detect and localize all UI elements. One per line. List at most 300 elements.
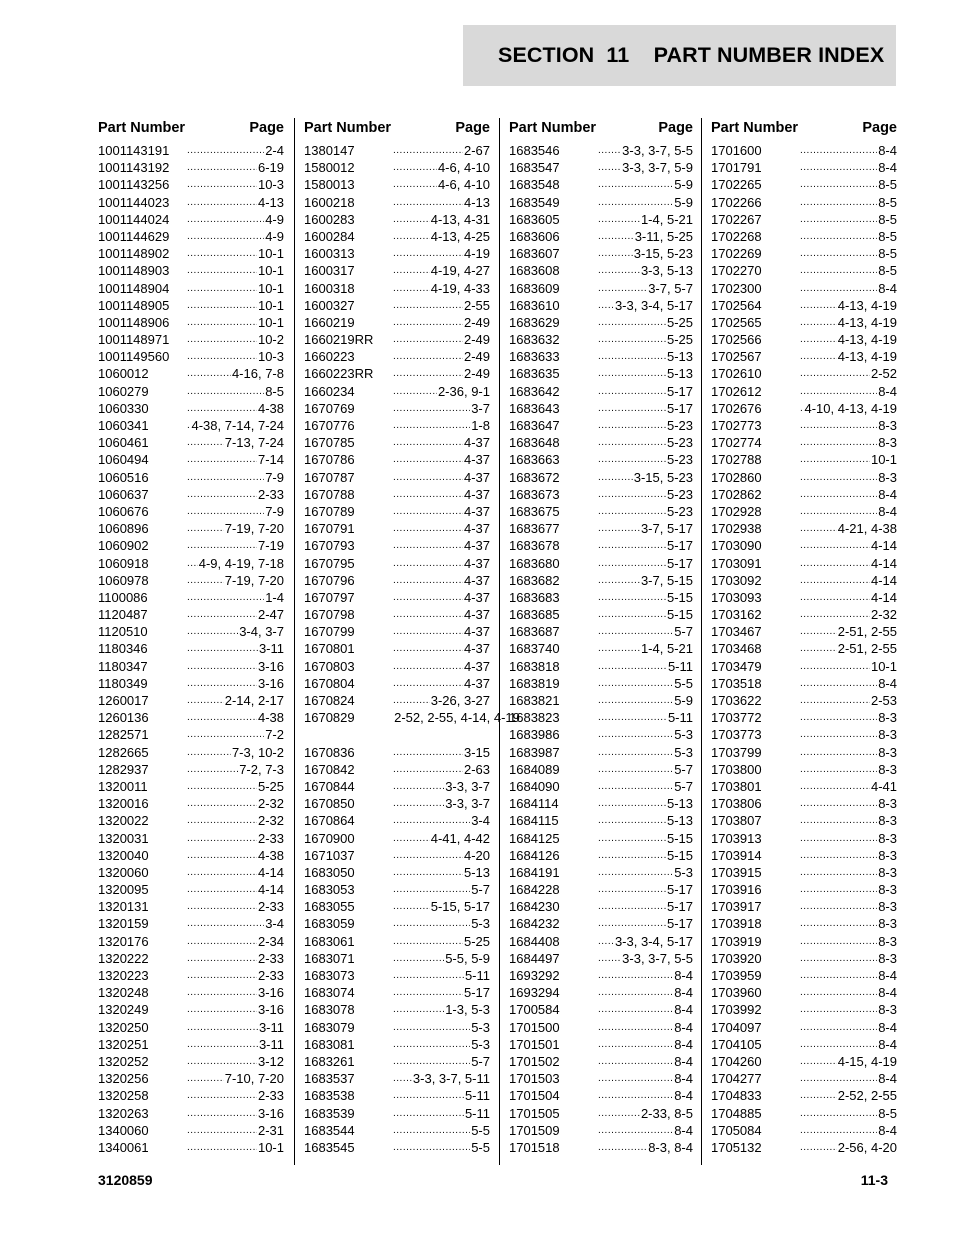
dot-leader	[393, 692, 430, 709]
page-reference: 5-15, 5-17	[430, 899, 490, 915]
dot-leader	[187, 365, 231, 382]
index-entry	[304, 864, 490, 881]
part-number: 1702269	[711, 246, 762, 262]
dot-leader	[187, 1070, 224, 1087]
page-reference: 4-13, 4-19	[837, 297, 897, 313]
page-reference: 7-19	[257, 538, 284, 554]
page-reference: 4-19, 4-33	[430, 280, 490, 296]
index-entry	[711, 692, 897, 709]
index-entry	[711, 830, 897, 847]
page-reference: 3-3, 3-7, 5-5	[622, 950, 693, 966]
page-reference: 2-32	[257, 796, 284, 812]
index-entry	[509, 950, 693, 967]
dot-leader	[393, 1019, 470, 1036]
dot-leader	[393, 915, 470, 932]
part-number: 1703919	[711, 933, 762, 949]
index-entry	[304, 1122, 490, 1139]
dot-leader	[187, 881, 257, 898]
page-reference: 8-5	[878, 246, 897, 262]
part-number: 1702610	[711, 366, 762, 382]
index-entry	[98, 245, 284, 262]
page-reference: 8-4	[674, 1036, 693, 1052]
part-number: 1670804	[304, 675, 355, 691]
page-reference: 2-53	[870, 693, 897, 708]
part-number: 1001148905	[98, 297, 170, 313]
dot-leader	[598, 194, 673, 211]
page-reference: 4-20	[463, 847, 490, 863]
page-reference: 5-17	[666, 899, 693, 915]
column-header	[304, 120, 490, 140]
dot-leader	[187, 469, 264, 486]
index-entry	[711, 451, 897, 468]
part-number: 1180346	[98, 641, 148, 657]
part-number: 1683606	[509, 228, 560, 244]
index-entry	[509, 881, 693, 898]
part-number: 1320222	[98, 950, 149, 966]
index-entry	[711, 228, 897, 245]
part-number: 1683609	[509, 280, 560, 296]
dot-leader	[187, 830, 257, 847]
dot-leader	[393, 348, 463, 365]
dot-leader	[598, 486, 666, 503]
page-reference: 2-33	[257, 950, 284, 966]
index-entry	[98, 417, 284, 434]
index-entry	[98, 383, 284, 400]
part-number: 1701791	[711, 160, 762, 176]
index-entry	[98, 898, 284, 915]
part-number: 1684114	[509, 796, 559, 812]
part-number: 1260136	[98, 710, 149, 726]
part-number: 1670789	[304, 503, 355, 519]
part-number: 1660234	[304, 383, 355, 399]
index-entry	[509, 761, 693, 778]
part-number: 1670797	[304, 589, 355, 605]
page-reference: 2-47	[257, 607, 284, 623]
dot-leader	[393, 400, 470, 417]
page-reference: 8-4	[878, 985, 897, 1001]
page-reference: 8-4	[878, 1019, 897, 1035]
page-reference: 3-4, 3-7	[239, 624, 284, 640]
part-number: 1684408	[509, 933, 560, 949]
page-reference: 4-14	[257, 882, 284, 898]
dot-leader	[187, 726, 264, 743]
page-reference: 3-16	[257, 985, 284, 1001]
dot-leader	[187, 503, 264, 520]
part-number: 1702774	[711, 435, 762, 451]
page-reference: 7-13, 7-24	[224, 435, 284, 451]
index-entry	[98, 142, 284, 159]
page-reference: 10-1	[257, 297, 284, 313]
part-number: 1600318	[304, 280, 355, 296]
index-entry	[711, 606, 897, 623]
dot-leader	[393, 1139, 470, 1156]
part-number: 1001148971	[98, 332, 170, 348]
page-reference: 2-49	[463, 349, 490, 365]
index-entry	[711, 726, 897, 743]
dot-leader	[598, 1019, 673, 1036]
page-reference: 2-36, 9-1	[437, 383, 490, 399]
part-number: 1683823	[509, 710, 560, 726]
page-reference: 8-4	[674, 1088, 693, 1104]
dot-leader	[598, 778, 673, 795]
dot-leader	[187, 675, 257, 692]
part-number: 1580013	[304, 177, 355, 193]
index-entry	[509, 692, 693, 709]
part-number: 1702860	[711, 469, 762, 485]
page-reference: 7-2	[265, 727, 284, 743]
page-reference: 3-15	[463, 744, 490, 760]
index-entry	[509, 262, 693, 279]
part-number: 1683607	[509, 246, 560, 262]
page-reference: 5-11	[464, 968, 490, 984]
index-entry	[304, 451, 490, 468]
index-entry	[509, 280, 693, 297]
dot-leader	[598, 830, 666, 847]
section-title: SECTION 11 PART NUMBER INDEX	[498, 43, 885, 67]
dot-leader	[598, 228, 634, 245]
dot-leader	[187, 486, 257, 503]
index-entry	[509, 1001, 693, 1018]
dot-leader	[800, 1019, 877, 1036]
dot-leader	[187, 262, 257, 279]
page-reference: 10-1	[257, 314, 284, 330]
dot-leader	[393, 417, 470, 434]
part-number: 1660223	[304, 349, 355, 365]
page-reference: 1-3, 5-3	[445, 1002, 490, 1018]
dot-leader	[800, 1122, 877, 1139]
index-entry	[509, 572, 693, 589]
index-entry	[711, 331, 897, 348]
dot-leader	[598, 469, 633, 486]
part-number: 1001148902	[98, 246, 170, 262]
page-reference: 8-3	[878, 847, 897, 863]
index-entry	[509, 486, 693, 503]
part-number: 1060341	[98, 418, 149, 433]
dot-leader	[187, 1036, 258, 1053]
dot-leader	[393, 555, 463, 572]
part-number: 1683549	[509, 194, 560, 210]
index-entry	[509, 812, 693, 829]
page-reference: 2-4	[265, 143, 284, 158]
part-number: 1320249	[98, 1002, 149, 1018]
page-reference: 5-3	[471, 1019, 490, 1035]
dot-leader	[598, 1122, 673, 1139]
dot-leader	[800, 658, 870, 675]
page-reference: 6-19	[257, 160, 284, 176]
page-reference: 4-37	[463, 675, 490, 691]
index-entry	[711, 1036, 897, 1053]
dot-leader	[393, 228, 430, 245]
page-reference: 4-41	[870, 778, 897, 794]
index-entry	[98, 297, 284, 314]
page-reference: 10-1	[257, 246, 284, 262]
part-number: 1704097	[711, 1019, 762, 1035]
dot-leader	[187, 589, 264, 606]
dot-leader	[800, 623, 837, 640]
page-reference: 2-56, 4-20	[837, 1139, 897, 1155]
part-number-heading: Part Number	[711, 120, 799, 136]
dot-leader	[598, 915, 666, 932]
index-entry	[509, 400, 693, 417]
index-entry	[304, 245, 490, 262]
index-entry	[304, 984, 490, 1001]
index-entry	[304, 795, 490, 812]
page-reference: 8-4	[674, 985, 693, 1001]
dot-leader	[187, 348, 257, 365]
part-number: 1060902	[98, 538, 149, 554]
page-reference: 1-8	[471, 418, 490, 433]
column-header	[98, 120, 284, 140]
part-number: 1683547	[509, 160, 560, 176]
page-reference: 1-4	[265, 589, 284, 605]
part-number: 1704277	[711, 1071, 762, 1087]
index-entry	[711, 1139, 897, 1156]
index-entry	[98, 812, 284, 829]
page-reference: 8-4	[878, 143, 897, 158]
dot-leader	[800, 503, 877, 520]
part-number: 1670803	[304, 658, 355, 674]
page-reference: 2-33, 8-5	[640, 1105, 693, 1121]
page-reference: 4-37	[463, 572, 490, 588]
page-reference: 3-16	[257, 675, 284, 691]
part-number: 1260017	[98, 693, 149, 708]
page-reference: 4-13, 4-25	[430, 228, 490, 244]
dot-leader	[800, 726, 877, 743]
page-reference: 5-9	[674, 177, 693, 193]
index-entry	[98, 1036, 284, 1053]
index-entry	[98, 1087, 284, 1104]
index-entry	[711, 365, 897, 382]
part-number: 1683677	[509, 521, 560, 537]
dot-leader	[187, 1019, 258, 1036]
index-entry	[304, 1019, 490, 1036]
dot-leader	[187, 1105, 257, 1122]
dot-leader	[800, 280, 877, 297]
page-reference: 7-2, 7-3	[239, 761, 284, 777]
index-entry	[304, 675, 490, 692]
page-reference: 5-13	[666, 349, 693, 365]
page-reference: 8-4	[878, 160, 897, 176]
part-number: 1670785	[304, 435, 355, 451]
index-entry	[98, 1122, 284, 1139]
page-reference: 5-15	[666, 607, 693, 623]
index-entry	[711, 383, 897, 400]
part-number: 1693292	[509, 968, 560, 983]
dot-leader	[598, 555, 666, 572]
dot-leader	[598, 280, 647, 297]
part-number: 1683683	[509, 589, 560, 605]
page-reference: 10-3	[257, 349, 284, 365]
part-number: 1670791	[304, 521, 355, 537]
index-entry	[711, 1019, 897, 1036]
page-reference: 3-3, 3-7	[445, 796, 490, 812]
part-number: 1702567	[711, 349, 762, 365]
part-number: 1683081	[304, 1036, 355, 1052]
dot-leader	[393, 486, 463, 503]
page-reference: 10-1	[257, 1139, 284, 1155]
page-reference: 10-2	[257, 332, 284, 348]
dot-leader	[393, 933, 463, 950]
dot-leader	[187, 640, 258, 657]
page-reference: 3-3, 3-4, 5-17	[614, 933, 693, 949]
part-number: 1670829	[304, 710, 355, 726]
dot-leader	[598, 692, 673, 709]
part-number: 1702928	[711, 503, 762, 519]
index-entry	[509, 795, 693, 812]
page-reference: 3-11, 5-25	[634, 228, 693, 244]
dot-leader	[187, 915, 264, 932]
dot-leader	[598, 434, 666, 451]
page-reference: 4-37	[463, 521, 490, 537]
dot-leader	[393, 176, 437, 193]
part-number: 1340061	[98, 1139, 149, 1155]
index-entry	[509, 434, 693, 451]
dot-leader	[598, 1001, 673, 1018]
page-reference: 4-37	[463, 435, 490, 451]
index-entry	[98, 726, 284, 743]
page-reference: 4-37	[463, 555, 490, 571]
part-number: 1702268	[711, 228, 762, 244]
part-number: 1683675	[509, 503, 560, 519]
part-number: 1702564	[711, 297, 762, 313]
page-reference: 4-37	[463, 538, 490, 554]
part-number: 1703622	[711, 693, 762, 708]
index-entry	[304, 933, 490, 950]
page-reference: 8-4	[878, 1036, 897, 1052]
section-header	[463, 25, 896, 86]
dot-leader	[187, 795, 257, 812]
index-entry	[98, 555, 284, 572]
index-entry	[509, 1105, 693, 1122]
dot-leader	[800, 950, 877, 967]
index-entry	[98, 572, 284, 589]
dot-leader	[598, 606, 666, 623]
index-entry	[711, 469, 897, 486]
index-entry	[98, 933, 284, 950]
dot-leader	[187, 159, 257, 176]
dot-leader	[800, 692, 870, 709]
dot-leader	[187, 400, 257, 417]
part-number: 1660219RR	[304, 332, 374, 348]
part-number: 1705132	[711, 1139, 762, 1155]
page-reference: 2-63	[463, 761, 490, 777]
part-number: 1001144629	[98, 228, 170, 244]
part-number: 1670769	[304, 400, 355, 416]
index-entry	[711, 555, 897, 572]
dot-leader	[598, 640, 640, 657]
page-reference: 8-4	[878, 383, 897, 399]
page-reference: 5-9	[674, 194, 693, 210]
part-number: 1320176	[98, 933, 149, 949]
part-number: 1703090	[711, 538, 762, 554]
part-number: 1670801	[304, 641, 355, 657]
dot-leader	[598, 451, 666, 468]
page-reference: 8-4	[674, 1053, 693, 1069]
page-reference: 3-11	[258, 641, 284, 657]
index-entry	[711, 1053, 897, 1070]
part-number: 1320256	[98, 1071, 149, 1087]
dot-leader	[598, 520, 640, 537]
page-reference: 4-6, 4-10	[437, 160, 490, 176]
part-number: 1670786	[304, 452, 355, 468]
part-number: 1320131	[98, 899, 149, 915]
index-entry	[711, 933, 897, 950]
page-reference: 5-17	[463, 985, 490, 1001]
part-number: 1703467	[711, 624, 762, 640]
part-number: 1600218	[304, 194, 355, 210]
page-reference: 5-17	[666, 555, 693, 571]
dot-leader	[800, 348, 837, 365]
page-reference: 5-25	[463, 933, 490, 949]
part-number: 1683643	[509, 400, 560, 416]
index-entry	[509, 348, 693, 365]
index-entry	[98, 1070, 284, 1087]
index-entry	[304, 1087, 490, 1104]
page-reference: 5-17	[666, 383, 693, 399]
part-number: 1702938	[711, 521, 762, 537]
page-reference: 4-14	[870, 572, 897, 588]
page-reference: 3-11	[258, 1036, 284, 1052]
index-entry	[304, 1001, 490, 1018]
part-number: 1671037	[304, 847, 355, 863]
page-reference: 4-38	[257, 400, 284, 416]
dot-leader	[800, 1105, 877, 1122]
part-number: 1600317	[304, 263, 355, 279]
page-reference: 2-52, 2-55	[837, 1088, 897, 1104]
dot-leader	[598, 795, 666, 812]
column-header	[509, 120, 693, 140]
page-reference: 8-3	[878, 796, 897, 812]
index-entry	[304, 297, 490, 314]
part-number: 1670850	[304, 796, 355, 812]
dot-leader	[393, 159, 437, 176]
page-reference: 7-19, 7-20	[224, 572, 284, 588]
part-number: 1320251	[98, 1036, 149, 1052]
index-entry	[711, 417, 897, 434]
part-number: 1320248	[98, 985, 149, 1001]
page-reference: 2-49	[463, 366, 490, 382]
dot-leader	[187, 211, 264, 228]
dot-leader	[187, 520, 224, 537]
dot-leader	[800, 640, 837, 657]
page-reference: 8-5	[878, 177, 897, 193]
dot-leader	[598, 1053, 673, 1070]
index-entry	[711, 159, 897, 176]
part-number: 1684126	[509, 847, 560, 863]
dot-leader	[598, 142, 621, 159]
page-reference: 2-52	[870, 366, 897, 382]
part-number: 1703093	[711, 589, 762, 605]
index-entry	[304, 572, 490, 589]
dot-leader	[800, 709, 877, 726]
part-number: 1702788	[711, 452, 762, 468]
index-entry	[304, 1139, 490, 1156]
dot-leader	[598, 245, 633, 262]
dot-leader	[800, 194, 877, 211]
page-reference: 4-41, 4-42	[430, 830, 490, 846]
part-number: 1670836	[304, 744, 355, 760]
part-number-heading: Part Number	[304, 120, 392, 136]
page-reference: 5-13	[666, 796, 693, 812]
dot-leader	[800, 795, 877, 812]
dot-leader	[598, 589, 666, 606]
page-reference: 3-12	[257, 1053, 284, 1069]
page-reference: 4-38	[257, 847, 284, 863]
page-reference: 7-3, 10-2	[231, 744, 284, 760]
index-entry	[509, 176, 693, 193]
part-number: 1060676	[98, 503, 149, 519]
page-reference: 1-4, 5-21	[640, 641, 693, 657]
